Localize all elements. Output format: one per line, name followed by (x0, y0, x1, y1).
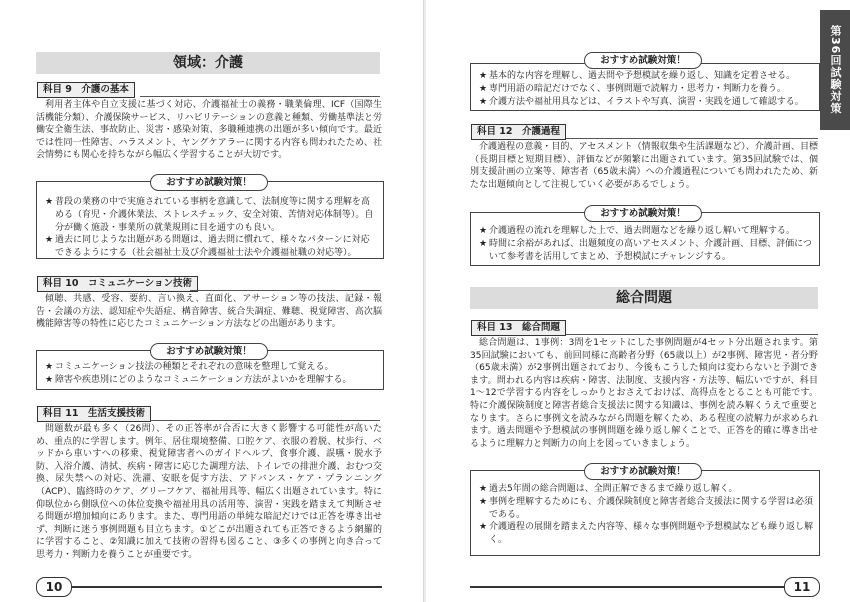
subject-9-title: 科目 9 介護の基本 (37, 82, 135, 98)
star-icon: ★ (45, 197, 54, 207)
star-icon: ★ (479, 496, 488, 507)
tips-tag: おすすめ試験対策！ (150, 174, 268, 191)
tips-box (470, 470, 820, 556)
page-number: 11 (784, 577, 820, 597)
subject-11-title: 科目 11 生活支援技術 (37, 406, 151, 422)
left-page (0, 0, 424, 602)
tip-item: ★ 介護過程の展開を踏まえた内容等、様々な事例問題や予想模試なども繰り返し解く。 (479, 522, 814, 546)
star-icon: ★ (479, 96, 488, 107)
tip-item: ★ 過去に同じような出題がある問題は、過去問に慣れて、様々なパターンに対応できるようにする（社会福祉士及び介護福祉士法や介護福祉職の対応等）。 (45, 235, 370, 259)
star-icon: ★ (479, 83, 488, 94)
tip-item: ★ 専門用語の暗記だけでなく、事例問題で読解力・思考力・判断力を養う。 (479, 83, 786, 94)
subject-9-body: 利用者主体や自立支援に基づく対応、介護福祉士の義務・職業倫理、ICF（国際生活機能分類）、介護保険サービス、リハビリテーションの意義と種類、労働基準法と労働安全衛生法、事故防止、災害・感染対策、多職種連携の出題が多い傾向です。最近では性同一性障害、ハラスメント、ヤングケアラーに関する内容も問われたため、社会情勢にも関心を持ちながら幅広く学習することが大切です。 (36, 100, 382, 161)
right-page (426, 0, 850, 602)
footer-rule (470, 586, 786, 588)
tip-item: ★ 介護方法や福祉用具などは、イラストや写真、演習・実践を通して確認する。 (479, 96, 804, 107)
subject-13-body: 総合問題は、1事例：3問を1セットにした事例問題が4セット分出題されます。第35回試験においても、前回同様に高齢者分野（65歳以上）が2事例、障害児・者分野（65歳未満）が2事例出題されており、今後もこうした傾向は変わらないと予測できます。問われる内容は疾病・障害、法制度、支援内容・方法等、幅広いですが、科目1〜12で学習する内容をしっかりとおさえておけば、高得点をとることも可能です。特に介護保険制度と障害者総合支援法に関する知識は、事例を読み解くうえで重要となります。さらに事例文を読みながら問題を解くため、ある程度の読解力が求められます。過去問題や予想模試の事例問題を繰り返し解くことで、正答を的確に導き出せるように理解力と判断力の向上を図っていきましょう。 (470, 338, 818, 449)
tips-tag: おすすめ試験対策！ (584, 463, 702, 480)
star-icon: ★ (479, 71, 488, 81)
tip-item: ★ 事例を理解するためにも、介護保険制度と障害者総合支援法に関する学習は必須である。 (479, 496, 814, 520)
domain-heading: 総合問題 (470, 287, 818, 309)
subject-10-body: 傾聴、共感、受容、要約、言い換え、直面化、アサーション等の技法、記録・報告・会議の方法、認知症や失語症、構音障害、統合失調症、難聴、視覚障害、高次脳機能障害等の特性に応じたコミュニケーション方法などの出題があります。 (36, 294, 382, 330)
tip-item: ★ 過去5年間の総合問題は、全問正解できるまで繰り返し解く。 (479, 484, 738, 494)
tips-tag: おすすめ試験対策！ (150, 343, 268, 360)
tips-box (470, 63, 820, 111)
star-icon: ★ (479, 484, 488, 494)
star-icon: ★ (45, 362, 54, 372)
subject-13-title: 科目 13 総合問題 (471, 320, 566, 336)
subject-12-title: 科目 12 介護過程 (471, 124, 566, 140)
footer-rule (72, 586, 382, 588)
tip-item: ★ 障害や疾患別にどのようなコミュニケーション方法がよいかを理解する。 (45, 374, 352, 385)
tips-tag: おすすめ試験対策！ (584, 52, 702, 69)
subject-12-body: 介護過程の意義・目的、アセスメント（情報収集や生活課題など）、介護計画、目標（長期目標と短期目標）、評価などが頻繁に出題されています。第35回試験では、個別支援計画の立案等、障害者（65歳未満）への介護過程についても問われたため、新たな出題傾向として注視していく必要があるでしょう。 (470, 142, 818, 190)
tip-item: ★ 普段の業務の中で実施されている事柄を意識して、法制度等に関する理解を高める（育児・介護休業法、ストレスチェック、安全対策、苦情対応体制等）。自分が働く施設・事業所の就業規則に目を通すのも良い。 (45, 197, 374, 233)
subject-10-title: 科目 10 コミュニケーション技術 (37, 276, 198, 292)
tip-item: ★ 時間に余裕があれば、出題頻度の高いアセスメント、介護計画、目標、評価について参考書を活用してまとめ、予想模試にチャレンジする。 (479, 238, 812, 262)
divider (190, 290, 380, 291)
side-tab: 第36回試験対策 (820, 10, 850, 130)
divider (150, 420, 380, 421)
tip-item: ★ コミュニケーション技法の種類とそれぞれの意味を整理して覚える。 (45, 362, 334, 372)
domain-heading: 領域：介護 (36, 52, 380, 74)
star-icon: ★ (479, 238, 488, 249)
tips-tag: おすすめ試験対策！ (584, 205, 702, 222)
star-icon: ★ (45, 374, 54, 385)
tips-box (36, 181, 384, 259)
star-icon: ★ (45, 235, 54, 246)
divider (140, 96, 380, 97)
subject-11-body: 問題数が最も多く（26問）、その正答率が合否に大きく影響する可能性が高いため、重点的に学習します。例年、居住環境整備、口腔ケア、衣服の着脱、杖歩行、ベッドから車いすへの移乗、視覚障害者へのガイドヘルプ、食事介護、誤嚥・脱水予防、入浴介護、清拭、疾病・障害に応じた調理方法、トイレでの排泄介護、おむつ交換、尿失禁への対応、洗濯、安眠を促す方法、アドバンス・ケア・プランニング（ACP）、臨終時のケア、グリーフケア、福祉用具等、幅広く出題されています。特に仰臥位から側臥位への体位変換や福祉用具の活用等、演習・実践を踏まえて判断させる問題が増加傾向にあります。また、専門用語の単純な暗記だけでは正答を導き出せず、判断に迷う事例問題も目立ちます。①どこが出題されても正答できるよう網羅的に学習すること、②知識に加えて技術の習得も図ること、③多くの事例と向き合って思考力・判断力を養うことが重要です。 (36, 424, 382, 560)
star-icon: ★ (479, 226, 488, 236)
page-number: 10 (36, 577, 72, 597)
star-icon: ★ (479, 522, 488, 533)
divider (566, 334, 818, 335)
tip-item: ★ 基本的な内容を理解し、過去問や予想模試を繰り返し、知識を定着させる。 (479, 71, 796, 81)
divider (566, 138, 818, 139)
tip-item: ★ 介護過程の流れを理解した上で、過去問題などを繰り返し解いて理解する。 (479, 226, 795, 236)
